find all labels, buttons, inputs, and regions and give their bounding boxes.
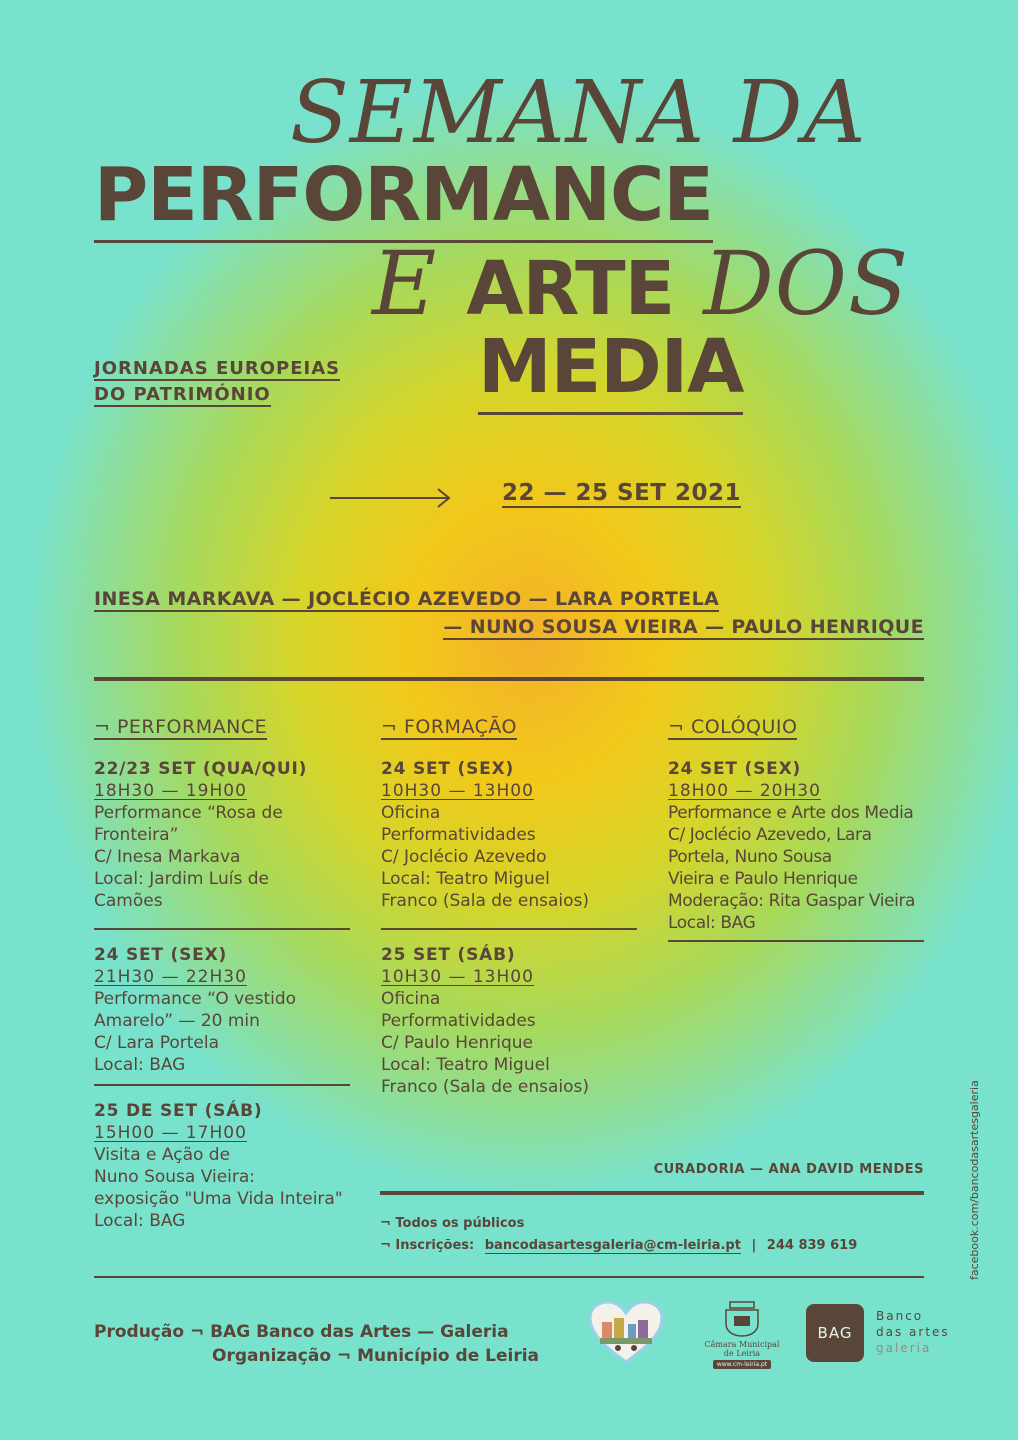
subtitle-line-2: DO PATRIMÓNIO <box>94 384 271 405</box>
title-arte: ARTE <box>466 246 675 332</box>
column-coloquio <box>668 716 924 956</box>
event-description: Oficina Performatividades C/ Paulo Henrique Local: Teatro Miguel Franco (Sala de ensaios) <box>381 989 590 1097</box>
event-day: 24 SET (SEX) <box>381 759 515 779</box>
title-line-2 <box>94 152 713 238</box>
production-credit: Produção ¬ BAG Banco das Artes — Galeria <box>94 1322 509 1342</box>
heritage-heart-logo <box>588 1300 664 1366</box>
camara-municipal-logo <box>702 1300 782 1369</box>
registration-email-link[interactable]: bancodasartesgaleria@cm-leiria.pt <box>484 1238 741 1253</box>
event-time: 10H30 — 13H00 <box>381 967 534 987</box>
event-day: 24 SET (SEX) <box>668 759 802 779</box>
event-dates: 22 — 25 SET 2021 <box>502 480 742 506</box>
event-description: Visita e Ação de Nuno Sousa Vieira: exposição "Uma Vida Inteira" Local: BAG <box>94 1145 343 1231</box>
event-day: 25 SET (SÁB) <box>381 945 516 965</box>
registration-label: ¬ Inscrições: <box>380 1238 475 1253</box>
column-formacao <box>381 716 637 1098</box>
artists-line-2: — NUNO SOUSA VIEIRA — PAULO HENRIQUE <box>443 616 924 638</box>
divider <box>94 1084 350 1086</box>
divider <box>94 1276 924 1278</box>
organization-credit: Organização ¬ Município de Leiria <box>212 1346 540 1366</box>
bag-logo: BAG <box>806 1304 864 1362</box>
subtitle <box>94 356 340 408</box>
divider <box>668 940 924 942</box>
column-heading: ¬ COLÓQUIO <box>668 716 798 738</box>
event-item <box>94 758 350 912</box>
coat-of-arms-icon <box>722 1300 762 1338</box>
event-day: 24 SET (SEX) <box>94 945 228 965</box>
title-media: MEDIA <box>478 324 743 415</box>
title-line-1: SEMANA DA <box>290 63 867 163</box>
event-time: 15H00 — 17H00 <box>94 1123 247 1143</box>
event-day: 25 DE SET (SÁB) <box>94 1101 263 1121</box>
divider <box>94 677 924 681</box>
event-description: Performance “O vestido Amarelo” — 20 min C/ Lara Portela Local: BAG <box>94 989 297 1075</box>
column-heading: ¬ PERFORMANCE <box>94 716 268 738</box>
event-description: Performance “Rosa de Fronteira” C/ Inesa Markava Local: Jardim Luís de Camões <box>94 803 283 911</box>
bag-logo-text: Banco das artes galeria <box>876 1309 950 1355</box>
artists-line-1: INESA MARKAVA — JOCLÉCIO AZEVEDO — LARA PORTELA <box>94 588 720 610</box>
camara-name: Câmara Municipal de Leiria <box>704 1340 780 1358</box>
event-item <box>668 758 924 934</box>
title-line-4 <box>478 324 744 410</box>
title-performance: PERFORMANCE <box>94 152 713 243</box>
title-e: E <box>372 232 438 335</box>
registration-info <box>380 1238 857 1253</box>
curator-credit: CURADORIA — ANA DAVID MENDES <box>653 1162 924 1177</box>
event-description: Performance e Arte dos Media C/ Joclécio Azevedo, Lara Portela, Nuno Sousa Vieira e Paulo Henrique Moderação: Rita Gaspar Vieira Local: BAG <box>668 803 916 933</box>
subtitle-line-1: JORNADAS EUROPEIAS <box>94 358 341 379</box>
event-item <box>381 944 637 1098</box>
camara-url: www.cm-leiria.pt <box>713 1360 771 1369</box>
event-time: 18H30 — 19H00 <box>94 781 247 801</box>
event-item <box>94 944 350 1076</box>
phone-number: 244 839 619 <box>766 1238 858 1253</box>
event-time: 10H30 — 13H00 <box>381 781 534 801</box>
divider <box>94 928 350 930</box>
separator: | <box>751 1238 757 1253</box>
event-time: 21H30 — 22H30 <box>94 967 247 987</box>
event-description: Oficina Performatividades C/ Joclécio Azevedo Local: Teatro Miguel Franco (Sala de ensaios) <box>381 803 590 911</box>
title-line-3 <box>372 232 910 335</box>
event-item <box>381 758 637 912</box>
divider <box>381 928 637 930</box>
column-heading: ¬ FORMAÇÃO <box>381 716 517 738</box>
event-time: 18H00 — 20H30 <box>668 781 821 801</box>
event-item <box>94 1100 350 1232</box>
column-performance <box>94 716 350 1232</box>
divider <box>380 1191 924 1195</box>
audience-info: ¬ Todos os públicos <box>380 1216 525 1231</box>
event-day: 22/23 SET (QUA/QUI) <box>94 759 308 779</box>
title-dos: DOS <box>703 232 910 335</box>
facebook-url[interactable]: facebook.com/bancodasartesgaleria <box>968 1080 981 1280</box>
arrow-right-icon <box>330 486 454 510</box>
